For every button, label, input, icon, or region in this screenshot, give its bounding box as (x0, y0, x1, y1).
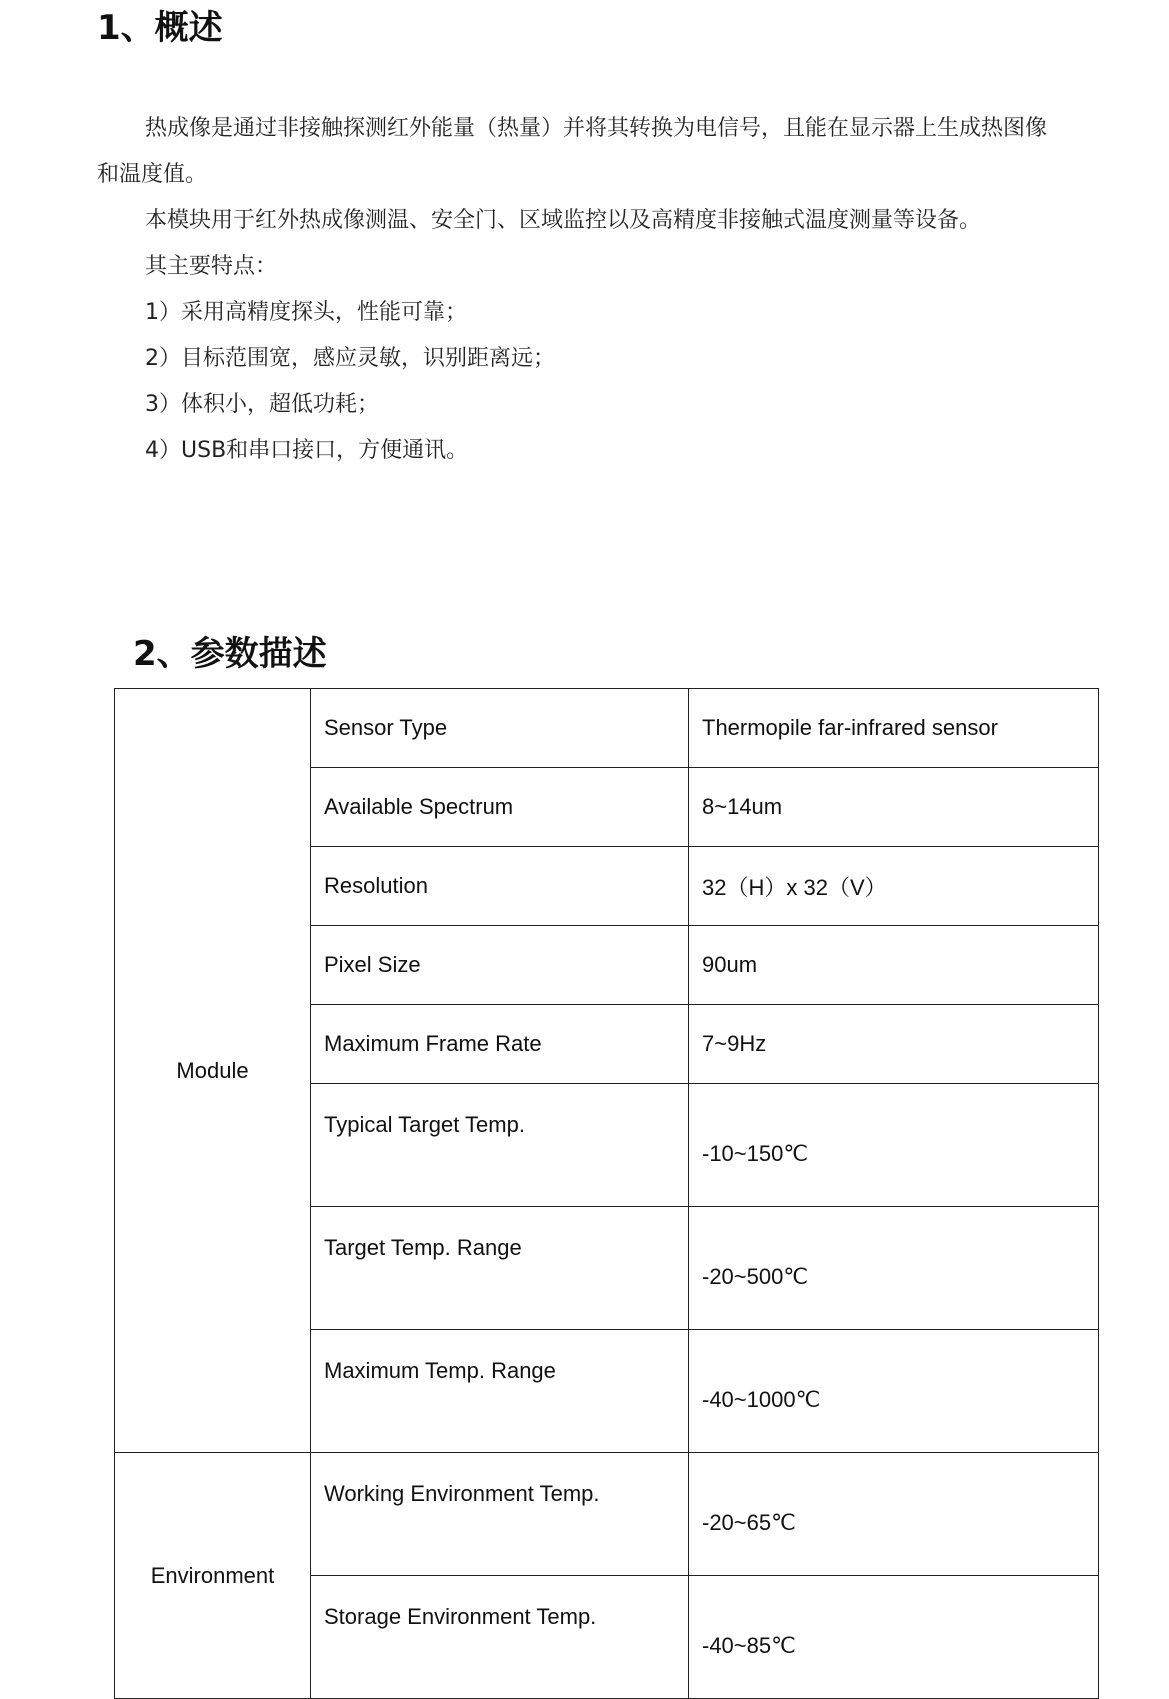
param-value: -10~150℃ (689, 1084, 1099, 1207)
overview-section (97, 106, 1047, 474)
param-label: Resolution (311, 847, 689, 926)
param-label: Working Environment Temp. (311, 1453, 689, 1576)
param-value: Thermopile far-infrared sensor (689, 689, 1099, 768)
overview-paragraph-1: 热成像是通过非接触探测红外能量（热量）并将其转换为电信号，且能在显示器上生成热图像和温度值。 (97, 116, 1048, 187)
category-cell-module: Module (115, 689, 311, 1453)
param-value: 90um (689, 926, 1099, 1005)
section-2-heading: 2、参数描述 (133, 634, 327, 674)
category-cell-environment: Environment (115, 1453, 311, 1699)
feature-item-1: 1）采用高精度探头，性能可靠； (145, 300, 467, 325)
overview-paragraph-2: 本模块用于红外热成像测温、安全门、区域监控以及高精度非接触式温度测量等设备。 (145, 208, 982, 233)
feature-item-3: 3）体积小，超低功耗； (145, 392, 379, 417)
param-label: Available Spectrum (311, 768, 689, 847)
param-label: Storage Environment Temp. (311, 1576, 689, 1699)
param-value: -40~85℃ (689, 1576, 1099, 1699)
param-label: Typical Target Temp. (311, 1084, 689, 1207)
param-label: Target Temp. Range (311, 1207, 689, 1330)
param-value: 7~9Hz (689, 1005, 1099, 1084)
param-value: 32（H）x 32（V） (689, 847, 1099, 926)
param-value: -40~1000℃ (689, 1330, 1099, 1453)
param-value: -20~65℃ (689, 1453, 1099, 1576)
feature-item-2: 2）目标范围宽，感应灵敏，识别距离远； (145, 346, 555, 371)
table-row (115, 689, 1099, 768)
param-value: -20~500℃ (689, 1207, 1099, 1330)
table-row (115, 1453, 1099, 1576)
param-label: Sensor Type (311, 689, 689, 768)
section-1-heading: 1、概述 (97, 8, 223, 48)
features-title: 其主要特点： (145, 254, 278, 279)
param-label: Maximum Temp. Range (311, 1330, 689, 1453)
feature-item-4: 4）USB和串口接口，方便通讯。 (145, 438, 469, 463)
param-label: Pixel Size (311, 926, 689, 1005)
param-value: 8~14um (689, 768, 1099, 847)
param-label: Maximum Frame Rate (311, 1005, 689, 1084)
parameter-table (114, 688, 1099, 1699)
